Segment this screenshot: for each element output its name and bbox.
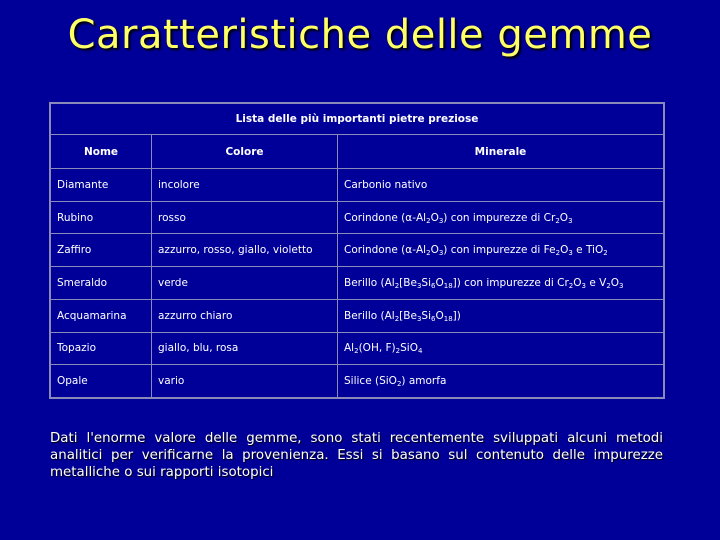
column-header-minerale: Minerale bbox=[338, 135, 664, 169]
cell-name: Zaffiro bbox=[51, 234, 152, 267]
cell-color: incolore bbox=[152, 169, 338, 202]
table-body bbox=[51, 169, 664, 398]
slide-title: Caratteristiche delle gemme bbox=[67, 12, 653, 58]
table-row bbox=[51, 234, 664, 267]
cell-name: Rubino bbox=[51, 201, 152, 234]
column-header-nome: Nome bbox=[51, 135, 152, 169]
cell-name: Topazio bbox=[51, 332, 152, 365]
cell-color: azzurro chiaro bbox=[152, 299, 338, 332]
cell-name: Smeraldo bbox=[51, 267, 152, 300]
cell-color: azzurro, rosso, giallo, violetto bbox=[152, 234, 338, 267]
cell-name: Acquamarina bbox=[51, 299, 152, 332]
cell-color: vario bbox=[152, 365, 338, 398]
cell-name: Opale bbox=[51, 365, 152, 398]
table-caption-row bbox=[51, 104, 664, 135]
cell-mineral: Berillo $(Al_2[Be_3Si_6O_{18}])$ con impurezze di $Cr_2O_3$ e $V_2O_3$ bbox=[338, 267, 664, 300]
table-row bbox=[51, 332, 664, 365]
cell-mineral: Carbonio nativo bbox=[338, 169, 664, 202]
table-row bbox=[51, 169, 664, 202]
column-header-colore: Colore bbox=[152, 135, 338, 169]
gemstones-table bbox=[50, 103, 664, 398]
cell-color: giallo, blu, rosa bbox=[152, 332, 338, 365]
gemstones-table-container bbox=[49, 102, 665, 399]
table-row bbox=[51, 267, 664, 300]
body-note: Dati l'enorme valore delle gemme, sono stati recentemente sviluppati alcuni metodi analitici per verificarne la provenienza. Essi si basano sul contenuto delle impurezze metalliche o sui rapporti isotopici bbox=[50, 431, 663, 480]
cell-color: verde bbox=[152, 267, 338, 300]
cell-mineral: Corindone $(\alpha-Al_2O_3)$ con impurezze di $Cr_2O_3$ bbox=[338, 201, 664, 234]
table-row bbox=[51, 299, 664, 332]
table-row bbox=[51, 201, 664, 234]
cell-mineral: $Al_2(OH$, $F)_2SiO_4$ bbox=[338, 332, 664, 365]
cell-mineral: Silice (SiO$_2$) amorfa bbox=[338, 365, 664, 398]
cell-mineral: Berillo $(Al_2[Be_3Si_6O_{18}])$ bbox=[338, 299, 664, 332]
table-caption: Lista delle più importanti pietre preziose bbox=[51, 104, 664, 135]
cell-mineral: Corindone $(\alpha-Al_2O_3)$ con impurezze di $Fe_2O_3$ e TiO$_2$ bbox=[338, 234, 664, 267]
table-row bbox=[51, 365, 664, 398]
table-header-row bbox=[51, 135, 664, 169]
cell-color: rosso bbox=[152, 201, 338, 234]
cell-name: Diamante bbox=[51, 169, 152, 202]
